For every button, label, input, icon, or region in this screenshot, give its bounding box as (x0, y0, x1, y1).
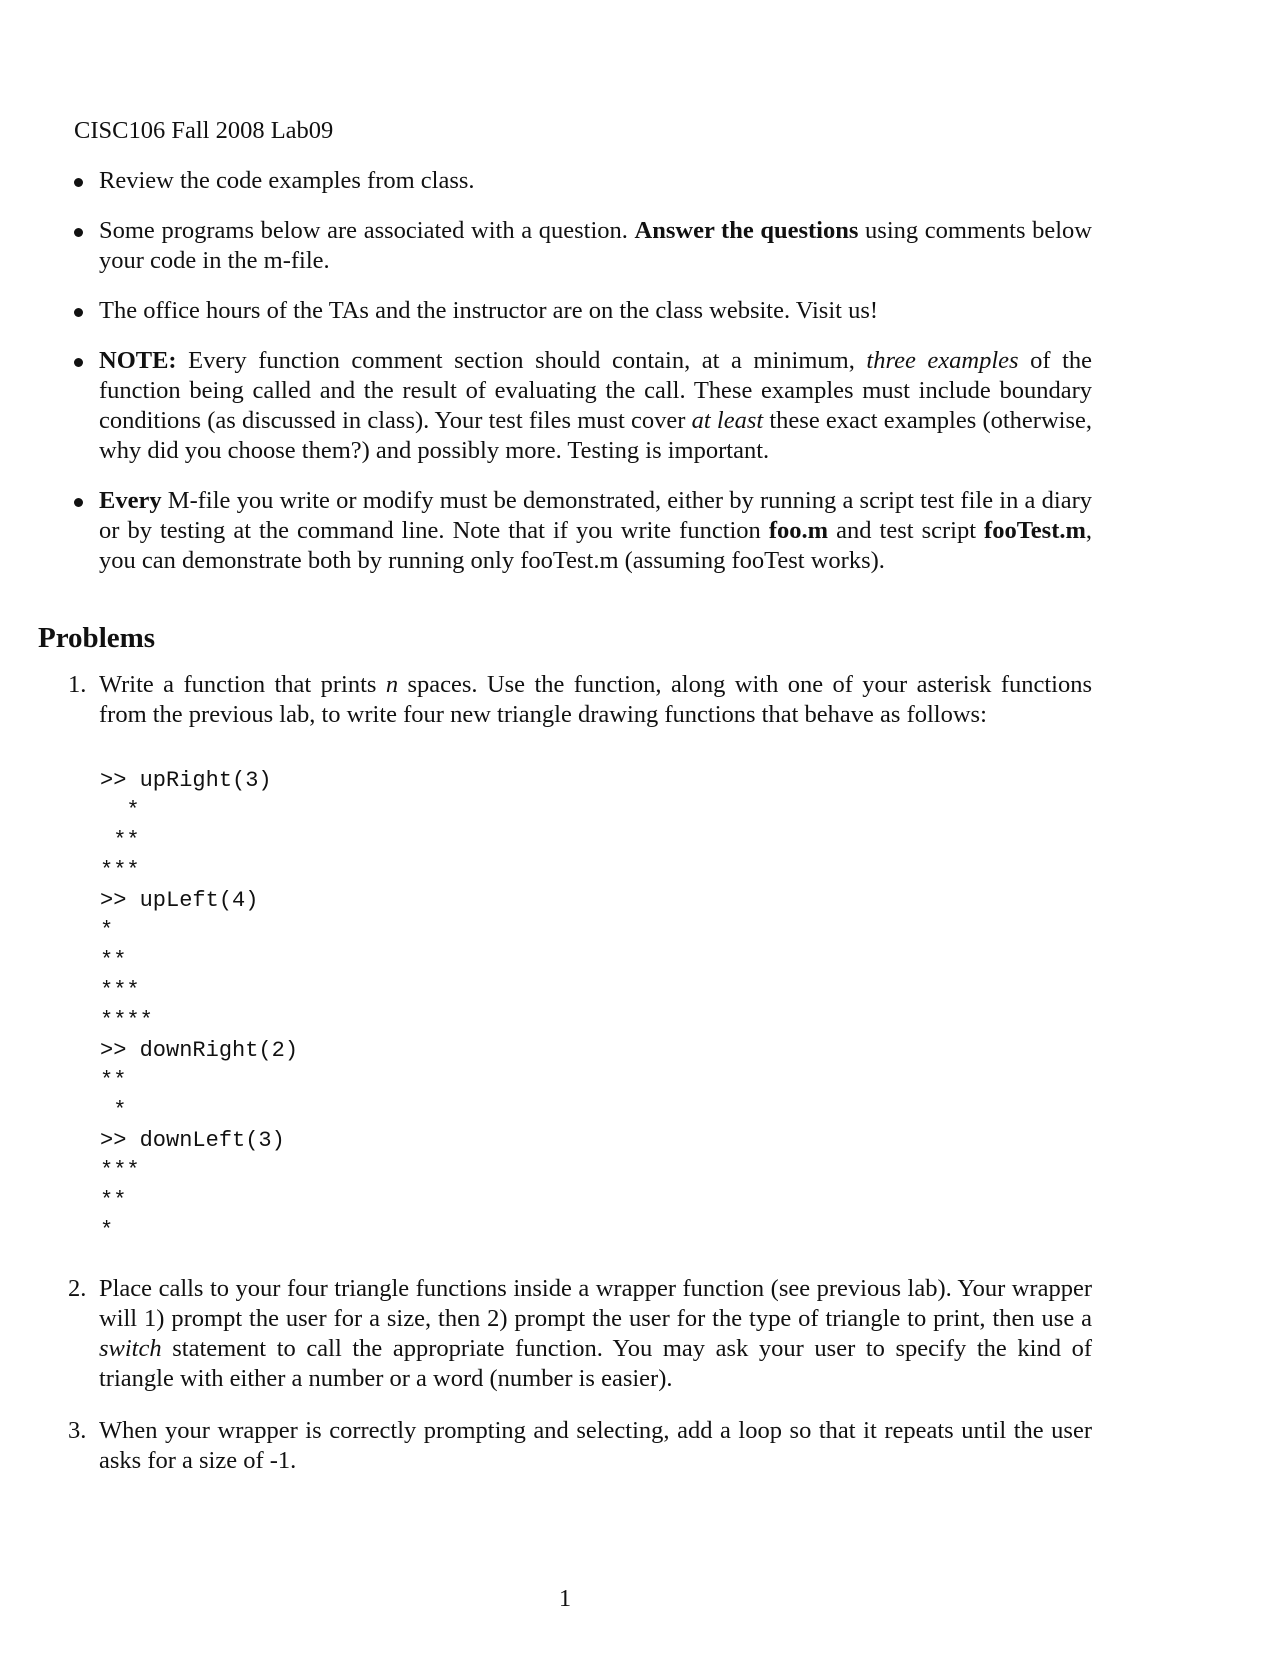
instruction-italic: at least (691, 407, 764, 434)
instruction-text: of the function being called and the result of evaluating the call. These examples must include boundary conditions (as discussed in class). Your test files must cover (99, 347, 1092, 434)
bullet-icon (74, 308, 83, 317)
code-line: *** (100, 978, 140, 1003)
code-line: >> upLeft(4) (100, 888, 259, 913)
problem-text-part: spaces. Use the function, along with one of your asterisk functions from the previous lab, to write four new triangle drawing functions that behave as follows: (99, 671, 1093, 728)
code-line: >> downLeft(3) (100, 1128, 285, 1153)
problem-number: 2. (68, 1275, 87, 1302)
problem-text (99, 1274, 1092, 1394)
instruction-text: these exact examples (otherwise, why did you choose them?) and possibly more. Testing is important. (99, 407, 1092, 464)
instruction-emphasis: Every (99, 487, 162, 514)
code-line: * (100, 1218, 114, 1243)
problem-number: 3. (68, 1417, 87, 1444)
code-line: *** (100, 1158, 140, 1183)
instruction-emphasis: foo.m (768, 517, 829, 544)
instruction-text: and test script (828, 517, 985, 544)
instruction-item (74, 346, 1092, 466)
instruction-text: The office hours of the TAs and the instructor are on the class website. Visit us! (99, 297, 879, 324)
instruction-item (74, 296, 1092, 326)
math-variable: n (385, 671, 399, 698)
problem-text-part: Write a function that prints (99, 671, 386, 698)
instruction-text: , you can demonstrate both by running only fooTest.m (assuming fooTest works). (99, 517, 1093, 574)
code-line: ** (100, 828, 140, 853)
instruction-emphasis: Answer the questions (634, 217, 859, 244)
code-line: *** (100, 858, 140, 883)
problem-text-part: Place calls to your four triangle functions inside a wrapper function (see previous lab). Your wrapper will 1) prompt the user for a size, then 2) prompt the user for the type of triangle to print, then use a (99, 1275, 1092, 1332)
bullet-icon (74, 178, 83, 187)
instruction-item (74, 486, 1092, 576)
problem-text (99, 670, 1092, 730)
instructions-list (74, 166, 1092, 596)
code-line: * (100, 1098, 127, 1123)
problem-text: When your wrapper is correctly prompting and selecting, add a loop so that it repeats until the user asks for a size of -1. (99, 1417, 1092, 1474)
problem-1 (68, 670, 1092, 730)
problems-heading: Problems (38, 622, 156, 654)
instruction-text: M-file you write or modify must be demonstrated, either by running a script test file in a diary or by testing at the command line. Note that if you write function (99, 487, 1092, 544)
instruction-item (74, 216, 1092, 276)
code-line: ** (100, 1068, 127, 1093)
problem-number: 1. (68, 671, 87, 698)
bullet-icon (74, 498, 83, 507)
instruction-emphasis: NOTE: (99, 347, 177, 374)
instruction-text: Some programs below are associated with a question. (99, 217, 635, 244)
instruction-text: Review the code examples from class. (99, 167, 475, 194)
code-line: >> upRight(3) (100, 768, 272, 793)
bullet-icon (74, 358, 83, 367)
page-number: 1 (558, 1585, 572, 1612)
code-line: >> downRight(2) (100, 1038, 299, 1063)
problem-2 (68, 1274, 1092, 1394)
instruction-text: Every function comment section should contain, at a minimum, (176, 347, 867, 374)
code-example (100, 766, 298, 1246)
instruction-italic: three examples (866, 347, 1019, 374)
code-line: **** (100, 1008, 153, 1033)
instruction-text: using comments below your code in the m-file. (99, 217, 1092, 274)
problem-italic: switch (99, 1335, 162, 1362)
page-title: CISC106 Fall 2008 Lab09 (74, 117, 334, 144)
bullet-icon (74, 228, 83, 237)
code-line: * (100, 918, 114, 943)
problem-text-part: statement to call the appropriate function. You may ask your user to specify the kind of triangle with either a number or a word (number is easier). (99, 1335, 1092, 1392)
instruction-emphasis: fooTest.m (984, 517, 1086, 544)
code-line: * (100, 798, 140, 823)
code-line: ** (100, 948, 127, 973)
problem-3 (68, 1416, 1092, 1476)
code-line: ** (100, 1188, 127, 1213)
instruction-item (74, 166, 1092, 196)
